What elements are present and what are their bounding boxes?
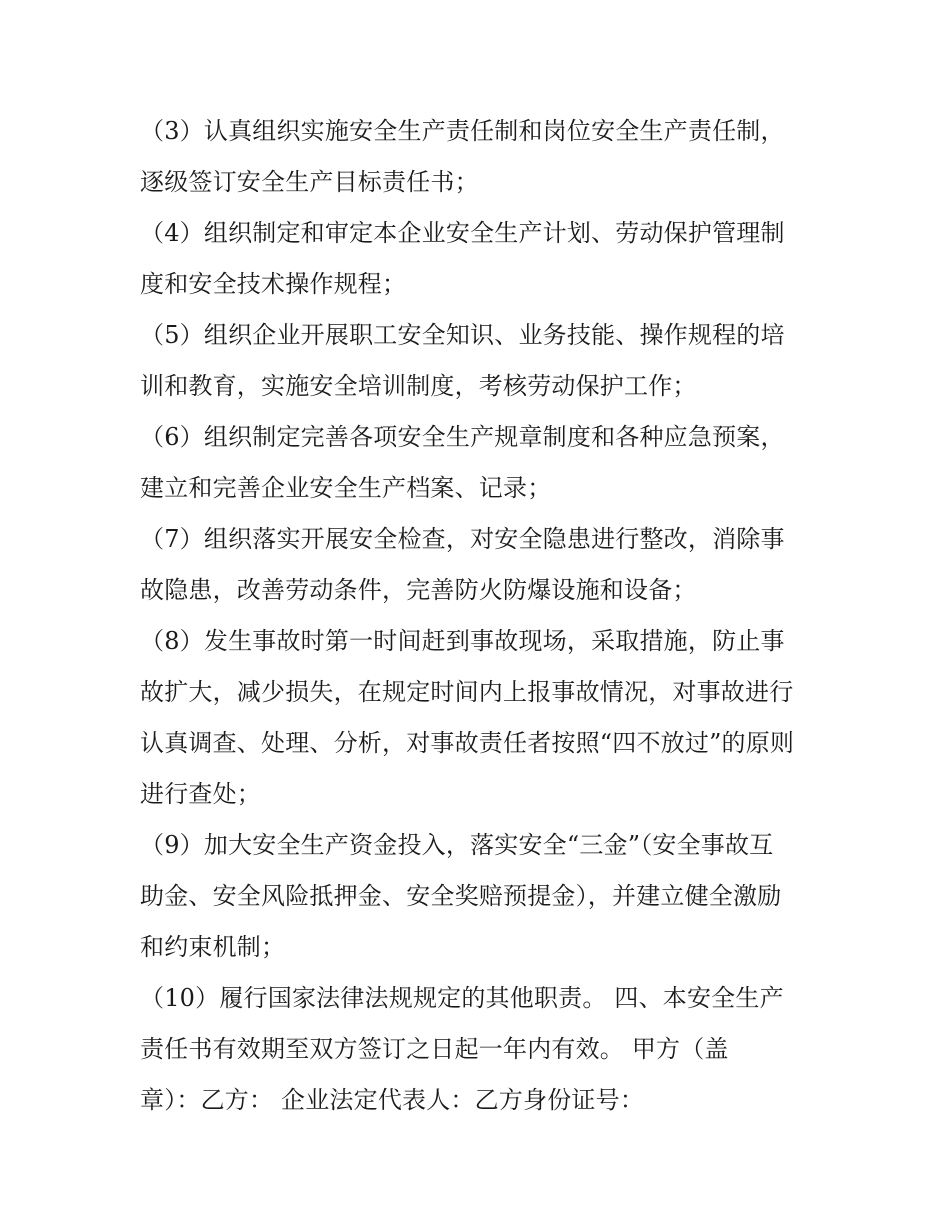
text-line: （6）组织制定完善各项安全生产规章制度和各种应急预案， — [140, 423, 785, 451]
text-line: 训和教育，实施安全培训制度，考核劳动保护工作； — [140, 372, 697, 400]
text-line: 认真调查、处理、分析，对事故责任者按照“四不放过”的原则 — [140, 729, 795, 757]
text-line: 度和安全技术操作规程； — [140, 270, 407, 298]
document-body — [140, 106, 820, 1126]
text-line: 故隐患，改善劳动条件，完善防火防爆设施和设备； — [140, 576, 697, 604]
text-line: 进行查处； — [140, 780, 261, 808]
text-line: （5）组织企业开展职工安全知识、业务技能、操作规程的培 — [140, 321, 785, 349]
text-line: 建立和完善企业安全生产档案、记录； — [140, 474, 552, 502]
text-line: （4）组织制定和审定本企业安全生产计划、劳动保护管理制 — [140, 219, 785, 247]
text-line: （3）认真组织实施安全生产责任制和岗位安全生产责任制， — [140, 117, 785, 145]
text-line: 和约束机制； — [140, 933, 286, 961]
text-line: 故扩大，减少损失，在规定时间内上报事故情况，对事故进行 — [140, 678, 794, 706]
text-line: 章）：乙方： 企业法定代表人：乙方身份证号： — [140, 1086, 645, 1114]
text-line: 责任书有效期至双方签订之日起一年内有效。 甲方（盖 — [140, 1035, 729, 1063]
text-line: （7）组织落实开展安全检查，对安全隐患进行整改，消除事 — [140, 525, 785, 553]
text-line: （9）加大安全生产资金投入，落实安全“三金”（安全事故互 — [140, 831, 774, 859]
text-line: 逐级签订安全生产目标责任书； — [140, 168, 479, 196]
text-line: （8）发生事故时第一时间赶到事故现场，采取措施，防止事 — [140, 627, 785, 655]
text-line: 助金、安全风险抵押金、安全奖赔预提金），并建立健全激励 — [140, 882, 782, 910]
text-line: （10）履行国家法律法规规定的其他职责。 四、本安全生产 — [140, 984, 784, 1012]
